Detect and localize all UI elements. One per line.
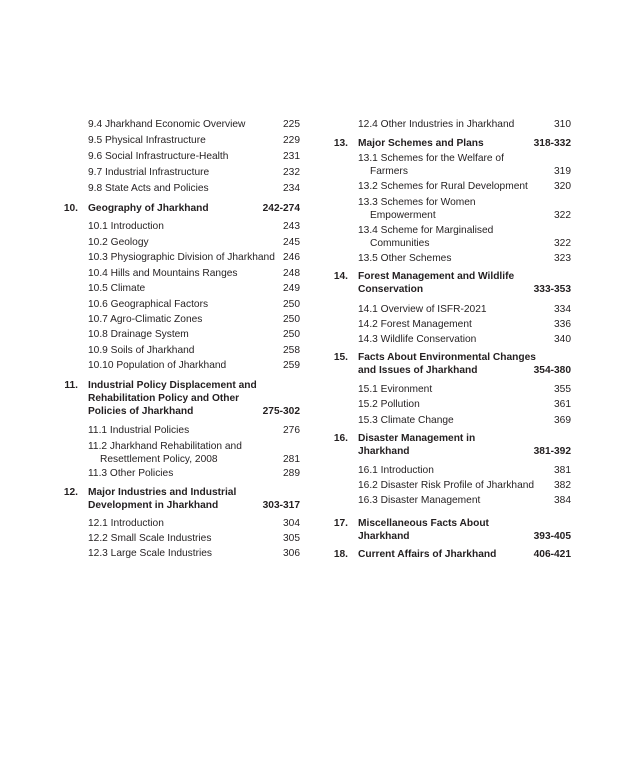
- chapter-title: Miscellaneous Facts About: [358, 518, 489, 529]
- section-page-number: 305: [283, 533, 300, 544]
- section-title: 10.3 Physiographic Division of Jharkhand: [88, 252, 275, 263]
- toc-chapter-entry: [316, 351, 632, 377]
- section-page-number: 250: [283, 299, 300, 310]
- chapter-title: Facts About Environmental Changes: [358, 352, 536, 363]
- toc-section-entry: [0, 440, 316, 466]
- toc-section-entry: [0, 328, 316, 341]
- section-title: 10.8 Drainage System: [88, 329, 189, 340]
- chapter-page-range: 242-274: [262, 203, 300, 214]
- section-title: 13.5 Other Schemes: [358, 253, 452, 264]
- section-page-number: 340: [554, 334, 571, 345]
- toc-section-entry: [0, 134, 316, 147]
- toc-section-entry: [316, 494, 632, 507]
- toc-section-entry: [316, 383, 632, 396]
- toc-section-entry: [0, 251, 316, 264]
- chapter-title: and Issues of Jharkhand: [358, 365, 478, 376]
- section-page-number: 243: [283, 221, 300, 232]
- chapter-title: Rehabilitation Policy and Other: [88, 393, 240, 404]
- section-page-number: 245: [283, 237, 300, 248]
- chapter-page-range: 381-392: [533, 446, 571, 457]
- section-title: Empowerment: [370, 210, 436, 221]
- toc-section-entry: [0, 359, 316, 372]
- section-title: 9.5 Physical Infrastructure: [88, 135, 206, 146]
- section-title: 14.2 Forest Management: [358, 319, 472, 330]
- toc-section-entry: [316, 464, 632, 477]
- chapter-number: 13.: [333, 138, 348, 149]
- section-title: 15.3 Climate Change: [358, 415, 454, 426]
- section-title: 10.4 Hills and Mountains Ranges: [88, 268, 238, 279]
- toc-section-entry: [0, 282, 316, 295]
- chapter-number: 16.: [333, 433, 348, 444]
- section-page-number: 361: [554, 399, 571, 410]
- section-title: Farmers: [370, 166, 408, 177]
- section-page-number: 250: [283, 329, 300, 340]
- section-page-number: 310: [554, 119, 571, 130]
- toc-section-entry: [0, 298, 316, 311]
- section-title: 10.1 Introduction: [88, 221, 164, 232]
- chapter-number: 15.: [333, 352, 348, 363]
- section-page-number: 304: [283, 518, 300, 529]
- toc-chapter-entry: [0, 486, 316, 512]
- section-title: 12.4 Other Industries in Jharkhand: [358, 119, 515, 130]
- section-title: 16.2 Disaster Risk Profile of Jharkhand: [358, 480, 535, 491]
- section-page-number: 289: [283, 468, 300, 479]
- toc-section-entry: [0, 532, 316, 545]
- section-page-number: 369: [554, 415, 571, 426]
- section-title: 14.1 Overview of ISFR-2021: [358, 304, 487, 315]
- chapter-page-range: 333-353: [533, 284, 571, 295]
- toc-section-entry: [0, 150, 316, 163]
- section-page-number: 232: [283, 167, 300, 178]
- chapter-title: Major Schemes and Plans: [358, 138, 484, 149]
- toc-section-entry: [316, 196, 632, 222]
- section-title: 13.4 Scheme for Marginalised: [358, 225, 494, 236]
- toc-section-entry: [316, 224, 632, 250]
- section-page-number: 259: [283, 360, 300, 371]
- chapter-page-range: 275-302: [262, 406, 300, 417]
- section-page-number: 276: [283, 425, 300, 436]
- chapter-title: Major Industries and Industrial: [88, 487, 237, 498]
- toc-section-entry: [316, 152, 632, 178]
- section-title: 9.7 Industrial Infrastructure: [88, 167, 210, 178]
- section-title: 10.7 Agro-Climatic Zones: [88, 314, 203, 325]
- chapter-number: 18.: [333, 549, 348, 560]
- toc-section-entry: [0, 182, 316, 195]
- toc-section-entry: [0, 424, 316, 437]
- toc-section-entry: [316, 118, 632, 131]
- section-title: 11.1 Industrial Policies: [88, 425, 190, 436]
- section-page-number: 323: [554, 253, 571, 264]
- section-title: 9.8 State Acts and Policies: [88, 183, 209, 194]
- chapter-number: 17.: [333, 518, 348, 529]
- toc-section-entry: [0, 344, 316, 357]
- section-title: 12.1 Introduction: [88, 518, 164, 529]
- toc-section-entry: [316, 398, 632, 411]
- section-title: 16.3 Disaster Management: [358, 495, 481, 506]
- section-title: 10.6 Geographical Factors: [88, 299, 209, 310]
- toc-section-entry: [0, 118, 316, 131]
- chapter-title: Jharkhand: [358, 531, 410, 542]
- section-title: 15.2 Pollution: [358, 399, 420, 410]
- toc-section-entry: [0, 547, 316, 560]
- section-title: 13.2 Schemes for Rural Development: [358, 181, 528, 192]
- section-page-number: 258: [283, 345, 300, 356]
- chapter-page-range: 354-380: [533, 365, 571, 376]
- chapter-number: 11.: [64, 380, 78, 391]
- chapter-page-range: 406-421: [533, 549, 571, 560]
- section-page-number: 281: [283, 454, 300, 465]
- chapter-title: Policies of Jharkhand: [88, 406, 194, 417]
- section-page-number: 225: [283, 119, 300, 130]
- toc-section-entry: [316, 318, 632, 331]
- toc-section-entry: [316, 333, 632, 346]
- section-title: 10.2 Geology: [88, 237, 149, 248]
- toc-chapter-entry: [316, 548, 632, 561]
- section-title: 15.1 Evironment: [358, 384, 433, 395]
- section-page-number: 336: [554, 319, 571, 330]
- toc-chapter-entry: [316, 517, 632, 543]
- section-page-number: 320: [554, 181, 571, 192]
- chapter-number: 12.: [63, 487, 78, 498]
- toc-section-entry: [0, 267, 316, 280]
- section-page-number: 355: [554, 384, 571, 395]
- section-title: 11.3 Other Policies: [88, 468, 174, 479]
- section-title: 12.2 Small Scale Industries: [88, 533, 212, 544]
- section-page-number: 250: [283, 314, 300, 325]
- toc-chapter-entry: [0, 379, 316, 418]
- toc-section-entry: [0, 166, 316, 179]
- chapter-title: Current Affairs of Jharkhand: [358, 549, 497, 560]
- toc-section-entry: [316, 479, 632, 492]
- toc-section-entry: [0, 313, 316, 326]
- section-page-number: 322: [554, 210, 571, 221]
- section-title: 11.2 Jharkhand Rehabilitation and: [88, 441, 242, 452]
- toc-chapter-entry: [0, 202, 316, 215]
- toc-section-entry: [0, 467, 316, 480]
- section-page-number: 246: [283, 252, 300, 263]
- toc-section-entry: [316, 303, 632, 316]
- section-page-number: 382: [554, 480, 571, 491]
- chapter-page-range: 318-332: [533, 138, 571, 149]
- section-page-number: 229: [283, 135, 300, 146]
- chapter-page-range: 303-317: [262, 500, 300, 511]
- section-title: 13.3 Schemes for Women: [358, 197, 476, 208]
- toc-section-entry: [0, 220, 316, 233]
- toc-chapter-entry: [316, 432, 632, 458]
- chapter-title: Industrial Policy Displacement and: [88, 380, 257, 391]
- section-page-number: 334: [554, 304, 571, 315]
- chapter-title: Conservation: [358, 284, 424, 295]
- section-title: 10.10 Population of Jharkhand: [88, 360, 227, 371]
- toc-section-entry: [316, 414, 632, 427]
- section-title: 14.3 Wildlife Conservation: [358, 334, 477, 345]
- toc-chapter-entry: [316, 137, 632, 150]
- section-title: 16.1 Introduction: [358, 465, 434, 476]
- section-title: 13.1 Schemes for the Welfare of: [358, 153, 504, 164]
- section-title: Resettlement Policy, 2008: [100, 454, 218, 465]
- section-title: 10.5 Climate: [88, 283, 146, 294]
- chapter-number: 14.: [333, 271, 348, 282]
- section-title: 12.3 Large Scale Industries: [88, 548, 213, 559]
- toc-chapter-entry: [316, 270, 632, 296]
- section-page-number: 306: [283, 548, 300, 559]
- chapter-page-range: 393-405: [533, 531, 571, 542]
- chapter-title: Disaster Management in: [358, 433, 476, 444]
- chapter-number: 10.: [63, 203, 78, 214]
- section-page-number: 381: [554, 465, 571, 476]
- section-page-number: 249: [283, 283, 300, 294]
- section-page-number: 231: [283, 151, 300, 162]
- chapter-title: Development in Jharkhand: [88, 500, 219, 511]
- section-title: 9.4 Jharkhand Economic Overview: [88, 119, 246, 130]
- section-page-number: 384: [554, 495, 571, 506]
- section-title: 10.9 Soils of Jharkhand: [88, 345, 195, 356]
- toc-section-entry: [316, 252, 632, 265]
- chapter-title: Jharkhand: [358, 446, 410, 457]
- section-page-number: 319: [554, 166, 571, 177]
- toc-section-entry: [0, 517, 316, 530]
- toc-section-entry: [316, 180, 632, 193]
- section-title: Communities: [370, 238, 430, 249]
- section-page-number: 234: [283, 183, 300, 194]
- section-page-number: 322: [554, 238, 571, 249]
- section-page-number: 248: [283, 268, 300, 279]
- chapter-title: Geography of Jharkhand: [88, 203, 209, 214]
- section-title: 9.6 Social Infrastructure-Health: [88, 151, 229, 162]
- chapter-title: Forest Management and Wildlife: [358, 271, 515, 282]
- toc-section-entry: [0, 236, 316, 249]
